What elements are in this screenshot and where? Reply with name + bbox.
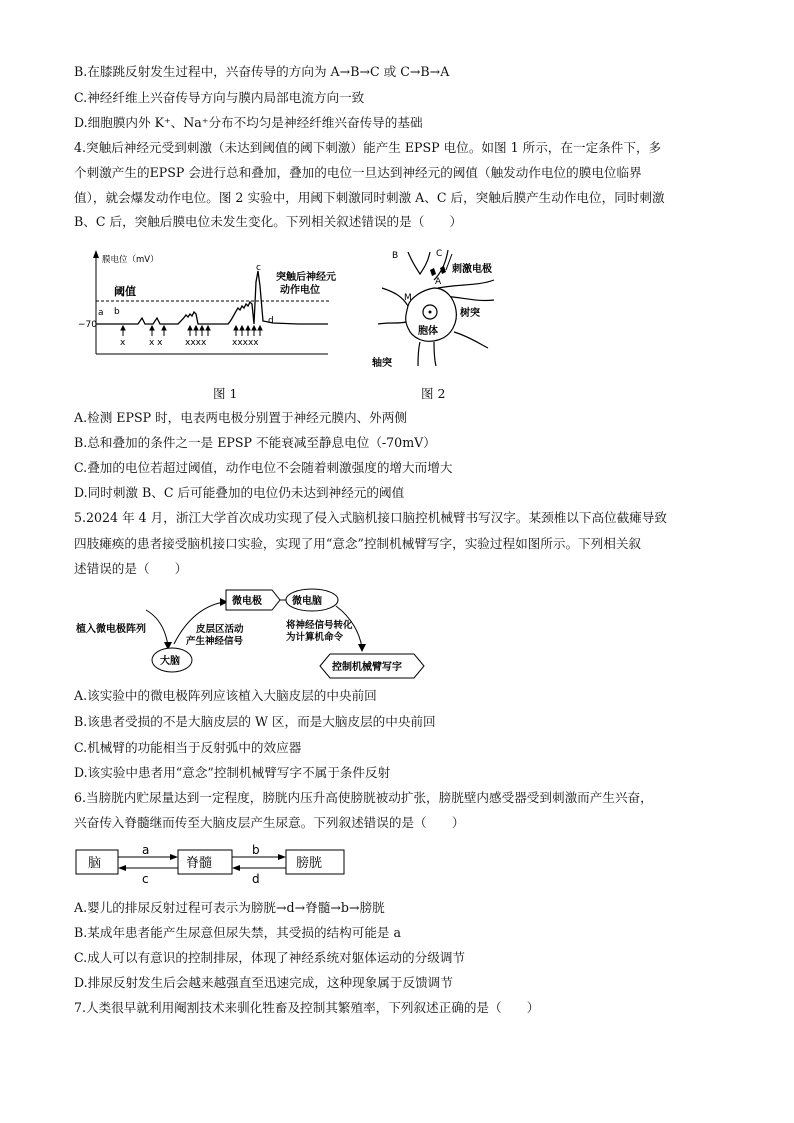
- pathway-label-d: d: [252, 872, 260, 886]
- q6-option-d: D.排尿反射发生后会越来越强直至迅速完成，这种现象属于反馈调节: [74, 975, 453, 990]
- fig2-dendrite-label: 树突: [460, 308, 480, 319]
- q5-stem-line-1: 5.2024 年 4 月，浙江大学首次成功实现了侵入式脑机接口脑控机械臂书写汉字。某颈椎以下高位截瘫导致: [74, 510, 668, 525]
- figure-2-neuron-diagram: [368, 244, 508, 370]
- pathway-label-a: a: [142, 843, 150, 857]
- fig2-electrode-label: 刺激电极: [452, 264, 492, 275]
- fig2-soma-label: 胞体: [418, 326, 438, 337]
- bci-signal-label-2: 产生神经信号: [186, 636, 244, 647]
- q5-stem-line-2: 四肢瘫痪的患者接受脑机接口实验，实现了用“意念”控制机械臂写字，实验过程如图所示。下列相关叙: [74, 536, 642, 551]
- figure-1-caption: 图 1: [213, 386, 238, 401]
- pathway-brain-node: 脑: [88, 856, 102, 871]
- fig1-stimulus-arrows: [121, 326, 262, 336]
- q4-stem-line-2: 个刺激产生的EPSP 会进行总和叠加，叠加的电位一旦达到神经元的阈值（触发动作电位的膜电位临界: [74, 165, 642, 180]
- q3-option-b: B.在膝跳反射发生过程中，兴奋传导的方向为 A→B→C 或 C→B→A: [74, 64, 450, 79]
- bci-signal-label-1: 皮层区活动: [196, 624, 244, 635]
- fig2-label-b: B: [392, 251, 399, 261]
- q6-option-c: C.成人可以有意识的控制排尿，体现了神经系统对躯体运动的分级调节: [74, 950, 466, 965]
- q5-stem-line-3: 述错误的是（ ）: [74, 561, 188, 576]
- q4-option-d: D.同时刺激 B、C 后可能叠加的电位仍未达到神经元的阈值: [74, 485, 405, 500]
- fig2-label-c: C: [436, 249, 443, 259]
- fig1-stim-2: x x: [149, 338, 163, 348]
- q5-option-a: A.该实验中的微电极阵列应该植入大脑皮层的中央前回: [74, 688, 377, 703]
- figure-bci-flow: [74, 584, 454, 680]
- q6-option-a: A.婴儿的排尿反射过程可表示为膀胱→d→脊髓→b→膀胱: [74, 900, 385, 915]
- pathway-label-c: c: [142, 872, 149, 886]
- q4-stem-line-3: 值），就会爆发动作电位。图 2 实验中，用阈下刺激同时刺激 A、C 后，突触后膜产生动作电位，同时刺激: [74, 190, 665, 205]
- q4-stem-line-4: B、C 后，突触后膜电位未发生变化。下列相关叙述错误的是（ ）: [74, 214, 463, 229]
- q3-option-d: D.细胞膜内外 K⁺、Na⁺分布不均匀是神经纤维兴奋传导的基础: [74, 115, 423, 130]
- fig1-stim-1: x: [120, 338, 126, 348]
- pathway-label-b: b: [252, 843, 260, 857]
- q5-option-c: C.机械臂的功能相当于反射弧中的效应器: [74, 740, 302, 755]
- bci-microcomputer-node: 微电脑: [292, 596, 322, 607]
- q5-option-b: B.该患者受损的不是大脑皮层的 W 区，而是大脑皮层的中央前回: [74, 714, 436, 729]
- q6-stem-line-1: 6.当膀胱内贮尿量达到一定程度，膀胱内压升高使膀胱被动扩张，膀胱壁内感受器受到刺激而产生兴奋，: [74, 790, 653, 805]
- fig1-rest-label: −70: [78, 320, 97, 330]
- q4-option-b: B.总和叠加的条件之一是 EPSP 不能衰减至静息电位（-70mV）: [74, 435, 436, 450]
- fig1-stim-4: xxxxx: [232, 338, 259, 348]
- fig2-label-a: A: [435, 277, 442, 287]
- q4-stem-line-1: 4.突触后神经元受到刺激（未达到阈值的阈下刺激）能产生 EPSP 电位。如图 1 所示，在一定条件下，多: [74, 140, 662, 155]
- pathway-spinal-node: 脊髓: [186, 856, 213, 871]
- q6-option-b: B.某成年患者能产生尿意但尿失禁，其受损的结构可能是 a: [74, 925, 402, 940]
- pathway-bladder-node: 膀胱: [296, 856, 323, 871]
- q3-option-c: C.神经纤维上兴奋传导方向与膜内局部电流方向一致: [74, 90, 365, 105]
- fig1-threshold-label: 阈值: [114, 285, 136, 298]
- figure-urination-pathway: [74, 842, 364, 888]
- fig1-ap-label-1: 突触后神经元: [276, 272, 336, 283]
- bci-arm-node: 控制机械臂写字: [332, 662, 402, 673]
- q4-option-a: A.检测 EPSP 时，电表两电极分别置于神经元膜内、外两侧: [74, 410, 407, 425]
- q7-stem: 7.人类很早就利用阉割技术来驯化牲畜及控制其繁殖率，下列叙述正确的是（ ）: [74, 1000, 540, 1015]
- bci-electrode-node: 微电极: [232, 596, 262, 607]
- fig1-point-b: b: [114, 307, 120, 317]
- fig1-point-d: d: [268, 316, 274, 326]
- q5-option-d: D.该实验中患者用“意念”控制机械臂写字不属于条件反射: [74, 765, 391, 780]
- fig1-ylabel: 膜电位（mV）: [102, 255, 159, 265]
- fig1-ap-label-2: 动作电位: [280, 285, 320, 296]
- q4-option-c: C.叠加的电位若超过阈值，动作电位不会随着刺激强度的增大而增大: [74, 460, 453, 475]
- fig1-point-c: c: [256, 263, 261, 273]
- fig1-stim-3: xxxx: [185, 338, 207, 348]
- figure-1-epsp-graph: [78, 246, 360, 366]
- figure-2-caption: 图 2: [421, 386, 446, 401]
- bci-convert-label-2: 为计算机命令: [286, 632, 344, 643]
- fig2-axon-label: 轴突: [372, 358, 392, 369]
- fig1-point-a: a: [98, 308, 104, 318]
- q6-stem-line-2: 兴奋传入脊髓继而传至大脑皮层产生尿意。下列叙述错误的是（ ）: [74, 815, 465, 830]
- bci-implant-label: 植入微电极阵列: [76, 624, 146, 635]
- bci-convert-label-1: 将神经信号转化: [286, 620, 353, 631]
- fig2-label-m: M: [404, 293, 412, 303]
- bci-brain-node: 大脑: [160, 656, 180, 667]
